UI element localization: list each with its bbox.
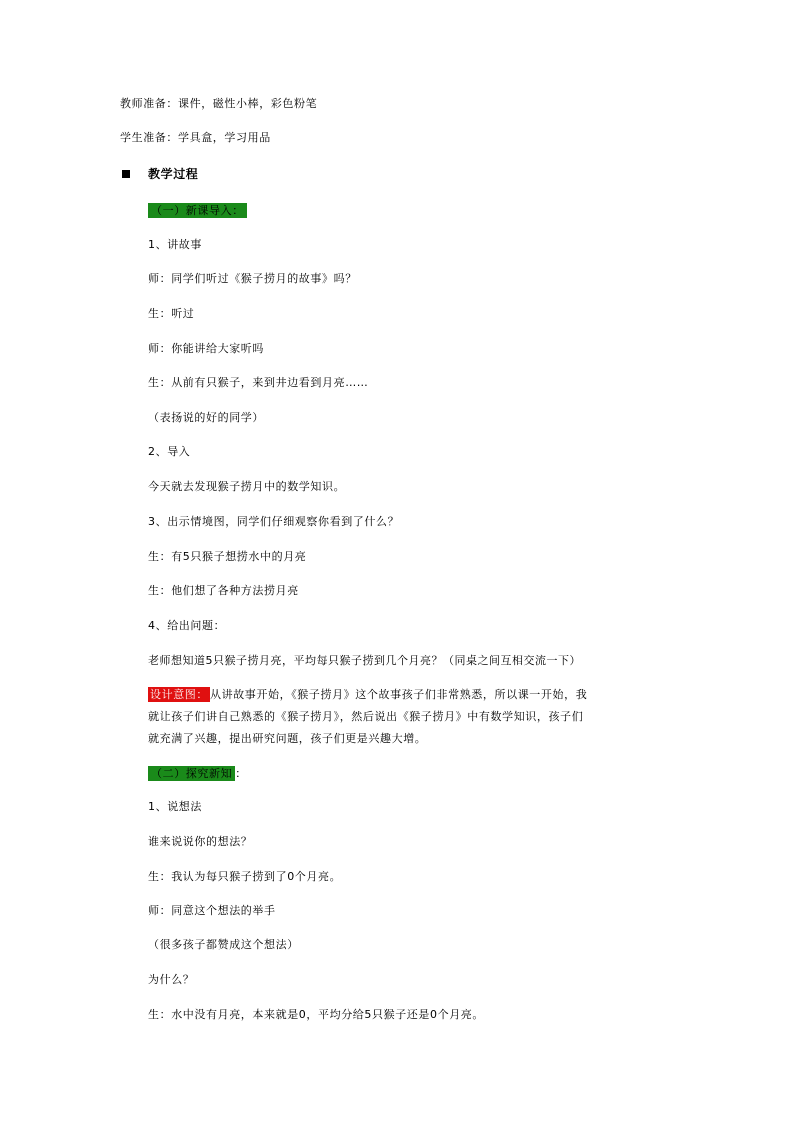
teacher-question-1: 师：同学们听过《猴子捞月的故事》吗？ <box>148 272 357 285</box>
design-intent-line-1: 设计意图： 从讲故事开始，《猴子捞月》这个故事孩子们非常熟悉，所以课一开始，我 <box>150 688 588 701</box>
step-question: 4、给出问题： <box>148 619 226 632</box>
section2-title-highlight: （二）探究新知 <box>148 766 235 781</box>
student-answer-1: 生：听过 <box>148 307 195 320</box>
process-heading: 教学过程 <box>148 167 199 181</box>
section1-title <box>148 204 247 218</box>
section2-title: （二）探究新知 ： <box>148 767 247 781</box>
teacher-question-2: 师：你能讲给大家听吗 <box>148 342 264 355</box>
teacher-prep: 教师准备：课件，磁性小棒，彩色粉笔 <box>120 97 318 110</box>
student-prep: 学生准备：学具盒，学习用品 <box>120 131 271 144</box>
design-intent-label: 设计意图： <box>150 688 208 701</box>
ask-ideas: 谁来说说你的想法？ <box>148 835 253 848</box>
section1-title-highlight: （一）新课导入： <box>148 203 247 218</box>
why-question: 为什么？ <box>148 973 195 986</box>
step-scene: 3、出示情境图，同学们仔细观察你看到了什么？ <box>148 515 400 528</box>
square-bullet-icon <box>122 170 130 178</box>
student-answer-4: 生：他们想了各种方法捞月亮 <box>148 584 299 597</box>
praise-note: （表扬说的好的同学） <box>148 411 264 424</box>
design-intent-paragraph <box>148 684 678 750</box>
intro-text: 今天就去发现猴子捞月中的数学知识。 <box>148 480 346 493</box>
main-question: 老师想知道5只猴子捞月亮，平均每只猴子捞到几个月亮？（同桌之间互相交流一下） <box>148 654 581 667</box>
step-story: 1、讲故事 <box>148 238 202 251</box>
design-intent-line-3: 就充满了兴趣，提出研究问题，孩子们更是兴趣大增。 <box>148 732 427 745</box>
design-intent-line-2: 就让孩子们讲自己熟悉的《猴子捞月》，然后说出《猴子捞月》中有数学知识，孩子们 <box>148 710 584 723</box>
step-intro: 2、导入 <box>148 445 191 458</box>
student-idea-2: 生：水中没有月亮，本来就是0，平均分给5只猴子还是0个月亮。 <box>148 1008 484 1021</box>
student-idea-1: 生：我认为每只猴子捞到了0个月亮。 <box>148 870 342 883</box>
teacher-agree: 师：同意这个想法的举手 <box>148 904 276 917</box>
student-answer-3: 生：有5只猴子想捞水中的月亮 <box>148 550 307 563</box>
step-ideas: 1、说想法 <box>148 800 202 813</box>
student-answer-2: 生：从前有只猴子，来到井边看到月亮…… <box>148 376 369 389</box>
agree-note: （很多孩子都赞成这个想法） <box>148 938 299 951</box>
